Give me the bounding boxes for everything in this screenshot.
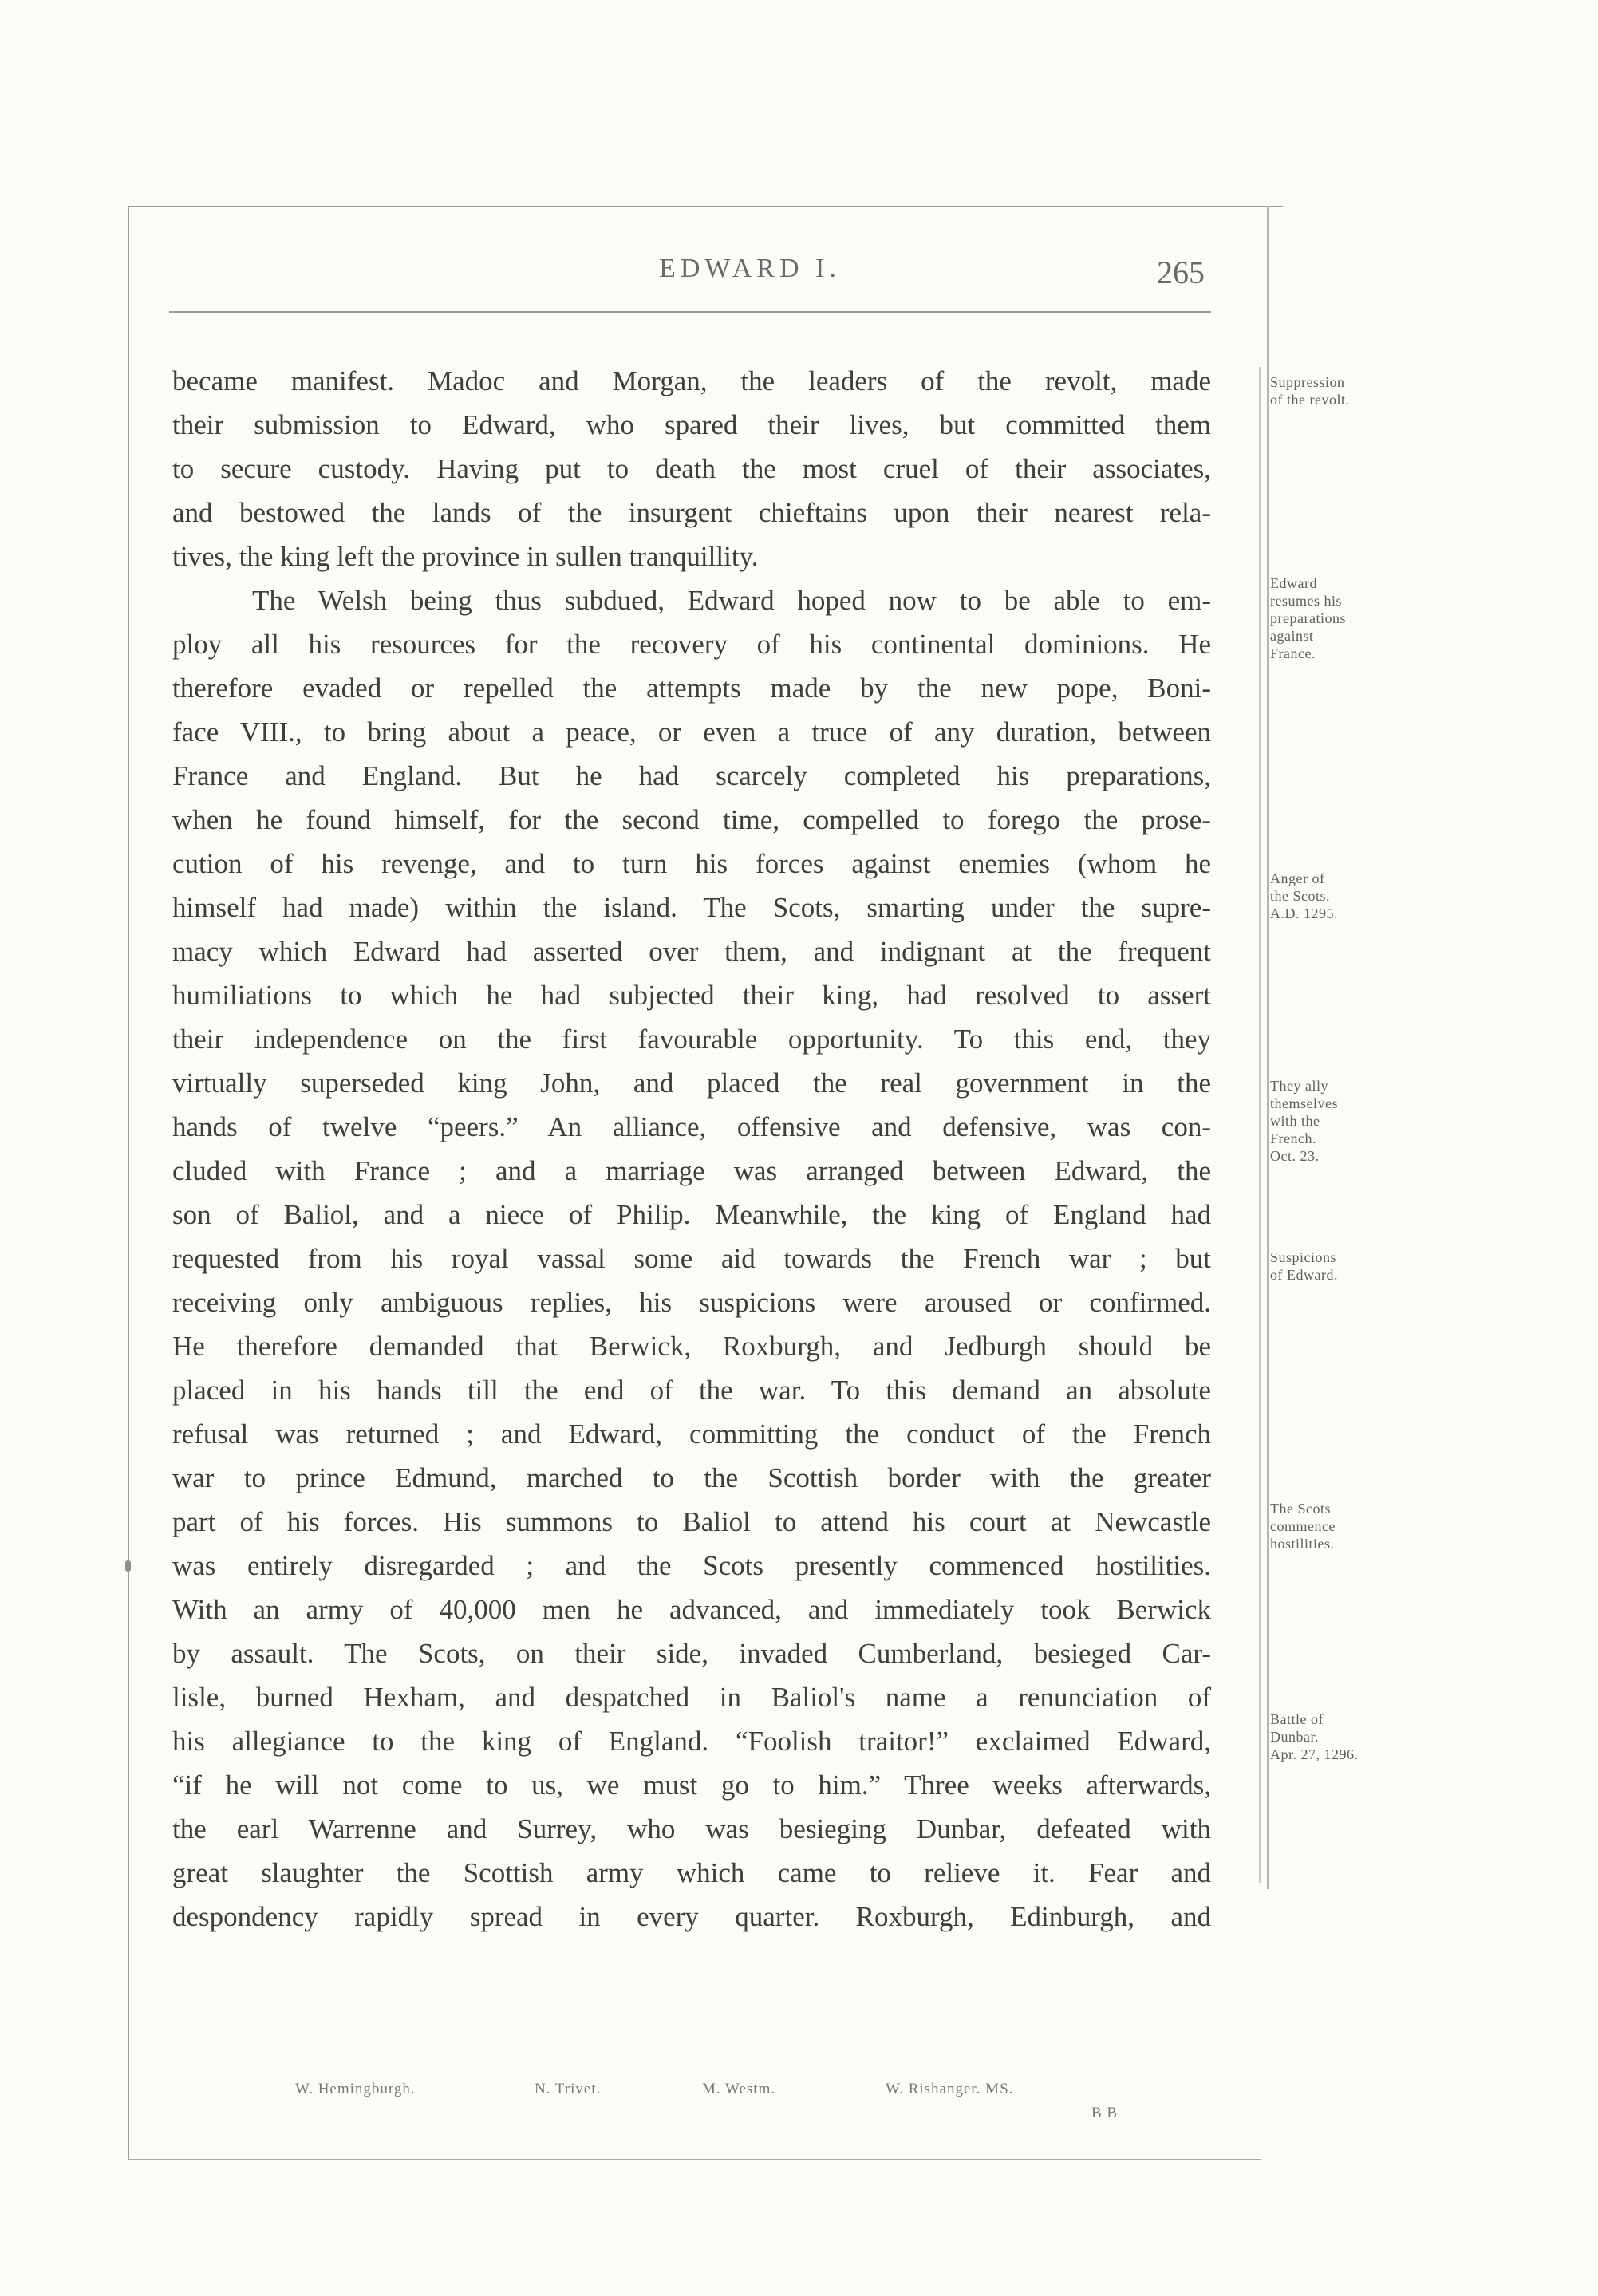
text-line: requested from his royal vassal some aid towards the French war ; but (172, 1243, 1211, 1274)
source-citation: W. Hemingburgh. (295, 2081, 416, 2097)
text-line: son of Baliol, and a niece of Philip. Meanwhile, the king of England had (172, 1199, 1211, 1230)
margin-note-line: Oct. 23. (1270, 1148, 1320, 1164)
margin-note-line: Apr. 27, 1296. (1270, 1746, 1359, 1762)
text-line: himself had made) within the island. The Scots, smarting under the supre- (172, 892, 1211, 923)
text-line: ploy all his resources for the recovery of his continental dominions. He (172, 629, 1211, 660)
page-frame-left (128, 206, 129, 2160)
margin-note-line: The Scots (1270, 1501, 1331, 1517)
margin-note-scots-commence (1270, 1500, 1430, 1552)
text-line: refusal was returned ; and Edward, committing the conduct of the French (172, 1418, 1211, 1450)
margin-note-line: Anger of (1270, 870, 1325, 886)
text-line: therefore evaded or repelled the attempts made by the new pope, Boni- (172, 673, 1211, 704)
signature-mark: B B (1091, 2105, 1119, 2121)
text-line: their independence on the first favourable opportunity. To this end, they (172, 1024, 1211, 1055)
margin-note-line: preparations (1270, 610, 1346, 626)
text-line: when he found himself, for the second time, compelled to forego the prose- (172, 804, 1211, 835)
margin-note-line: France. (1270, 645, 1316, 661)
text-line: He therefore demanded that Berwick, Roxburgh, and Jedburgh should be (172, 1331, 1211, 1362)
margin-note-line: with the (1270, 1113, 1320, 1129)
text-line: France and England. But he had scarcely completed his preparations, (172, 760, 1211, 791)
margin-rule (1259, 367, 1261, 1883)
text-line: virtually superseded king John, and placed the real government in the (172, 1067, 1211, 1099)
margin-note-line: Suspicions (1270, 1249, 1337, 1265)
margin-note-suppression (1270, 373, 1430, 408)
page-frame-top (128, 206, 1283, 207)
margin-note-line: Suppression (1270, 374, 1345, 390)
text-line: became manifest. Madoc and Morgan, the leaders of the revolt, made (172, 365, 1211, 396)
margin-note-line: commence (1270, 1518, 1336, 1534)
source-citation: W. Rishanger. MS. (886, 2081, 1014, 2097)
text-line: placed in his hands till the end of the war. To this demand an absolute (172, 1375, 1211, 1406)
margin-note-line: themselves (1270, 1095, 1338, 1111)
text-line: face VIII., to bring about a peace, or even a truce of any duration, between (172, 716, 1211, 748)
text-line: to secure custody. Having put to death the most cruel of their associates, (172, 453, 1211, 484)
page-frame-right (1267, 206, 1269, 1889)
margin-note-line: resumes his (1270, 593, 1342, 609)
margin-note-suspicions (1270, 1249, 1430, 1284)
page-number: 265 (1157, 254, 1205, 290)
source-citations (295, 2081, 1205, 2128)
text-line: lisle, burned Hexham, and despatched in Baliol's name a renunciation of (172, 1682, 1211, 1713)
margin-note-line: Dunbar. (1270, 1729, 1319, 1745)
text-line: With an army of 40,000 men he advanced, and immediately took Berwick (172, 1594, 1211, 1625)
text-line: was entirely disregarded ; and the Scots presently commenced hostilities. (172, 1550, 1211, 1581)
running-title: EDWARD I. (659, 254, 841, 283)
text-line: tives, the king left the province in sullen tranquillity. (172, 541, 759, 572)
text-line: part of his forces. His summons to Baliol to attend his court at Newcastle (172, 1506, 1211, 1537)
margin-note-edward-resumes (1270, 574, 1430, 662)
margin-note-line: of Edward. (1270, 1267, 1338, 1283)
margin-note-line: Edward (1270, 575, 1317, 591)
text-line: his allegiance to the king of England. “Foolish traitor!” exclaimed Edward, (172, 1726, 1211, 1757)
text-line: war to prince Edmund, marched to the Scottish border with the greater (172, 1462, 1211, 1493)
source-citation: N. Trivet. (535, 2081, 602, 2097)
margin-note-line: hostilities. (1270, 1536, 1335, 1552)
text-line: cluded with France ; and a marriage was arranged between Edward, the (172, 1155, 1211, 1186)
text-line: The Welsh being thus subdued, Edward hoped now to be able to em- (252, 585, 1211, 616)
margin-note-line: French. (1270, 1130, 1316, 1146)
text-line: the earl Warrenne and Surrey, who was besieging Dunbar, defeated with (172, 1813, 1211, 1844)
text-line: great slaughter the Scottish army which came to relieve it. Fear and (172, 1857, 1211, 1888)
margin-note-ally-french (1270, 1077, 1430, 1165)
text-line: by assault. The Scots, on their side, invaded Cumberland, besieged Car- (172, 1638, 1211, 1669)
text-line: their submission to Edward, who spared their lives, but committed them (172, 409, 1211, 440)
text-line: humiliations to which he had subjected their king, had resolved to assert (172, 980, 1211, 1011)
text-line: receiving only ambiguous replies, his suspicions were aroused or confirmed. (172, 1287, 1211, 1318)
text-line: macy which Edward had asserted over them, and indignant at the frequent (172, 936, 1211, 967)
margin-note-anger-of-scots (1270, 870, 1430, 922)
margin-note-battle-of-dunbar (1270, 1710, 1430, 1763)
margin-note-line: the Scots. (1270, 888, 1330, 904)
page-frame-bottom (128, 2159, 1261, 2160)
text-line: hands of twelve “peers.” An alliance, offensive and defensive, was con- (172, 1111, 1211, 1142)
margin-note-line: of the revolt. (1270, 392, 1350, 408)
text-line: cution of his revenge, and to turn his forces against enemies (whom he (172, 848, 1211, 879)
source-citation: M. Westm. (702, 2081, 776, 2097)
header-rule (169, 311, 1211, 313)
body-text (172, 359, 1211, 1939)
margin-note-line: against (1270, 628, 1314, 644)
text-line: and bestowed the lands of the insurgent chieftains upon their nearest rela- (172, 497, 1211, 528)
margin-note-line: They ally (1270, 1078, 1328, 1094)
ink-speck (125, 1560, 131, 1572)
text-line: “if he will not come to us, we must go to him.” Three weeks afterwards, (172, 1769, 1211, 1801)
margin-note-line: A.D. 1295. (1270, 905, 1338, 921)
text-line: despondency rapidly spread in every quarter. Roxburgh, Edinburgh, and (172, 1901, 1211, 1932)
margin-note-line: Battle of (1270, 1711, 1324, 1727)
